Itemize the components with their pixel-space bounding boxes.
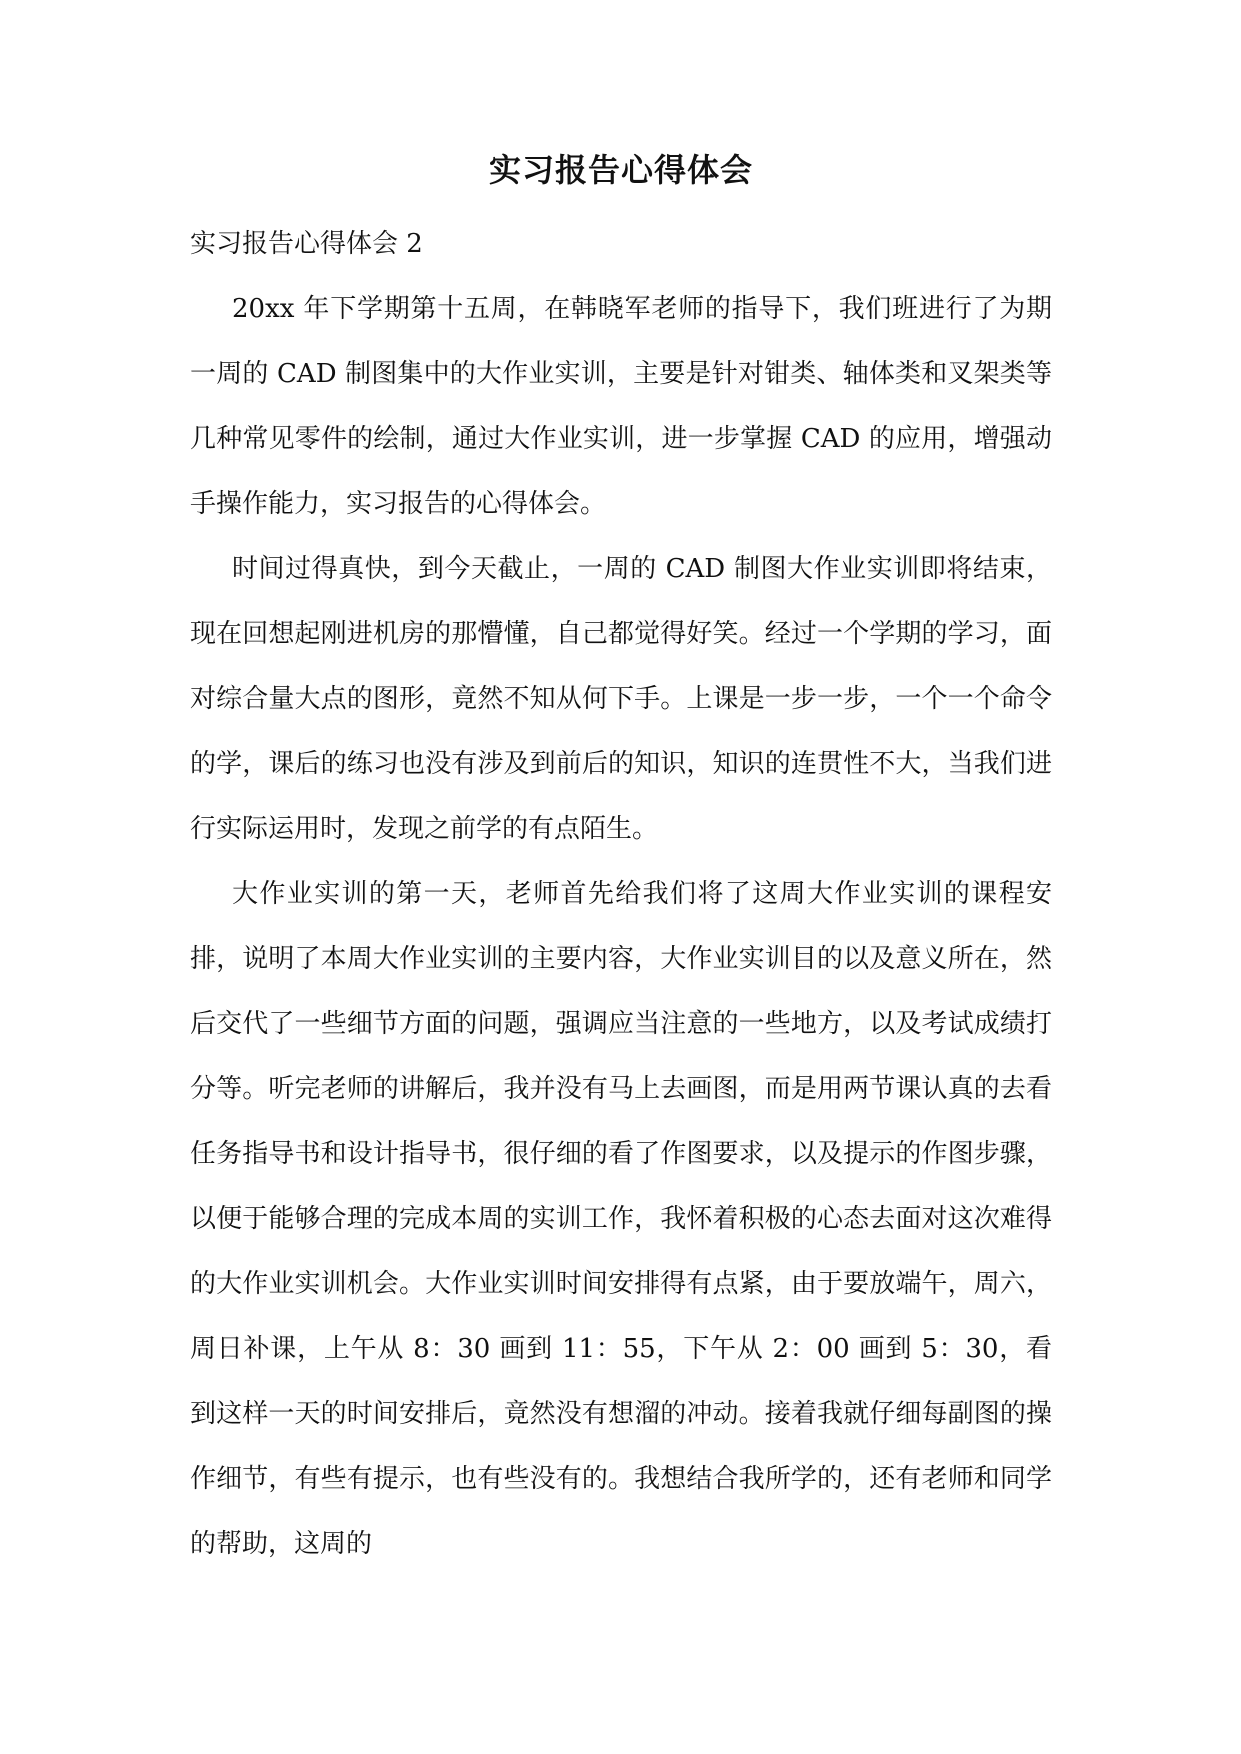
- paragraph-1: 20xx 年下学期第十五周，在韩晓军老师的指导下，我们班进行了为期一周的 CAD 制图集中的大作业实训，主要是针对钳类、轴体类和叉架类等几种常见零件的绘制，通过大作业实训，进一步掌握 CAD 的应用，增强动手操作能力，实习报告的心得体会。: [190, 294, 1052, 519]
- paragraph-3: 大作业实训的第一天，老师首先给我们将了这周大作业实训的课程安排，说明了本周大作业实训的主要内容，大作业实训目的以及意义所在，然后交代了一些细节方面的问题，强调应当注意的一些地方，以及考试成绩打分等。听完老师的讲解后，我并没有马上去画图，而是用两节课认真的去看任务指导书和设计指导书，很仔细的看了作图要求，以及提示的作图步骤，以便于能够合理的完成本周的实训工作，我怀着积极的心态去面对这次难得的大作业实训机会。大作业实训时间安排得有点紧，由于要放端午，周六，周日补课，上午从 8：30 画到 11：55，下午从 2：00 画到 5：30，看到这样一天的时间安排后，竟然没有想溜的冲动。接着我就仔细每副图的操作细节，有些有提示，也有些没有的。我想结合我所学的，还有老师和同学的帮助，这周的: [190, 879, 1052, 1559]
- document-subtitle: 实习报告心得体会 2: [190, 229, 423, 259]
- paragraph-2: 时间过得真快，到今天截止，一周的 CAD 制图大作业实训即将结束，现在回想起刚进机房的那懵懂，自己都觉得好笑。经过一个学期的学习，面对综合量大点的图形，竟然不知从何下手。上课是一步一步，一个一个命令的学，课后的练习也没有涉及到前后的知识，知识的连贯性不大，当我们进行实际运用时，发现之前学的有点陌生。: [190, 554, 1052, 844]
- document-title: 实习报告心得体会: [488, 151, 753, 189]
- document-page: [190, 150, 1052, 1577]
